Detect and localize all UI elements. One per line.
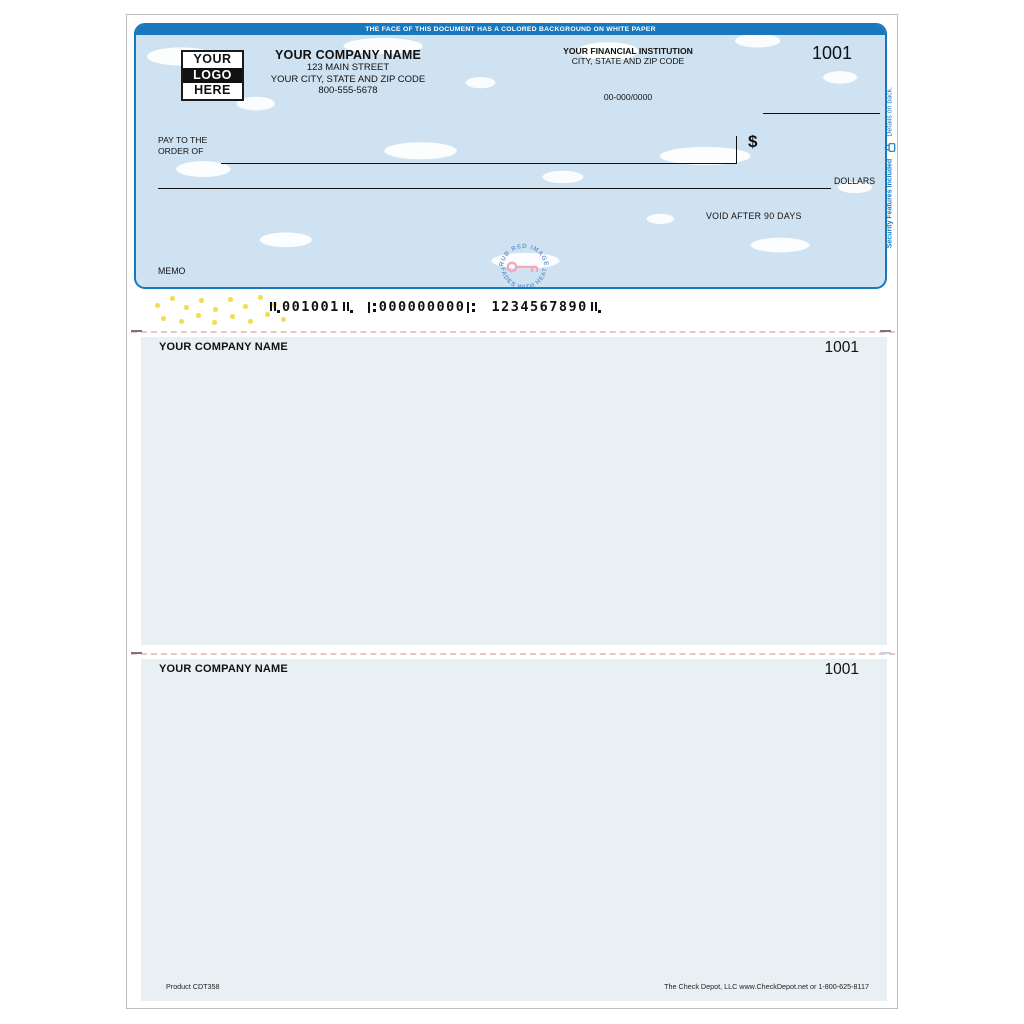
stub-2: [141, 659, 887, 1001]
product-code: Product CDT358: [166, 982, 220, 991]
logo-line-3: HERE: [194, 83, 231, 98]
perforation-mark: [131, 330, 142, 332]
bank-block: [528, 46, 728, 102]
pay-to-line-1: PAY TO THE: [158, 135, 208, 145]
bank-name: YOUR FINANCIAL INSTITUTION: [563, 46, 693, 56]
bank-address: CITY, STATE AND ZIP CODE: [571, 56, 685, 66]
micr-transit-symbol: [368, 301, 377, 314]
check-number: 1001: [811, 43, 853, 63]
payee-line: [221, 163, 736, 164]
logo-line-2: LOGO: [183, 68, 242, 84]
details-on-back-label: Details on back.: [886, 86, 894, 137]
heat-sensitive-seal: [491, 236, 557, 292]
vendor-info: The Check Depot, LLC www.CheckDepot.net or 1-800-625-8117: [664, 982, 869, 991]
perforation-line: [131, 653, 895, 655]
perforation-mark: [880, 652, 891, 654]
stub-1: [141, 337, 887, 645]
company-name: YOUR COMPANY NAME: [274, 48, 421, 62]
top-banner: THE FACE OF THIS DOCUMENT HAS A COLORED BACKGROUND ON WHITE PAPER: [136, 25, 885, 35]
micr-routing-number: 000000000: [378, 299, 466, 315]
company-block: [248, 48, 448, 97]
pay-to-label: [158, 135, 207, 156]
logo-line-1: YOUR: [193, 52, 232, 66]
micr-onus-symbol: [590, 301, 601, 314]
key-icon: [508, 263, 537, 272]
check-sheet: [126, 14, 898, 1009]
dollar-sign: $: [748, 132, 758, 151]
company-phone: 800-555-5678: [318, 85, 378, 96]
memo-label: MEMO: [158, 266, 186, 276]
dollars-label: DOLLARS: [834, 176, 876, 186]
check-face: [134, 23, 887, 292]
micr-check-number: 001001: [282, 299, 340, 315]
bank-fraction: 00-000/0000: [603, 92, 653, 102]
stub-check-number: 1001: [824, 339, 859, 356]
company-address-1: 123 MAIN STREET: [306, 62, 390, 73]
pay-to-line-2: ORDER OF: [158, 145, 204, 156]
stub-check-number: 1001: [824, 661, 859, 678]
svg-text:FADES WITH HEAT: FADES WITH HEAT: [498, 266, 550, 292]
company-address-2: YOUR CITY, STATE AND ZIP CODE: [270, 73, 426, 85]
security-features-label: Security Features Included: [886, 158, 894, 249]
perforation-line: [131, 331, 895, 333]
lock-icon: [885, 143, 896, 153]
svg-text:RUB RED IMAGE: RUB RED IMAGE: [498, 242, 550, 268]
perforation-mark: [131, 652, 142, 654]
perforation-mark: [880, 330, 891, 332]
logo-placeholder: [181, 50, 244, 101]
micr-line: [269, 299, 601, 315]
stub-company-name: YOUR COMPANY NAME: [159, 341, 288, 353]
void-after-label: VOID AFTER 90 DAYS: [706, 211, 802, 221]
date-line: [763, 113, 880, 114]
amount-box-edge: [736, 136, 737, 164]
security-strip: [884, 82, 897, 254]
stub-company-name: YOUR COMPANY NAME: [159, 663, 288, 675]
amount-words-line: [158, 188, 831, 189]
micr-transit-symbol: [467, 301, 476, 314]
micr-onus-symbol: [342, 301, 353, 314]
micr-onus-symbol: [269, 301, 280, 314]
micr-account-number: 1234567890: [491, 299, 588, 315]
